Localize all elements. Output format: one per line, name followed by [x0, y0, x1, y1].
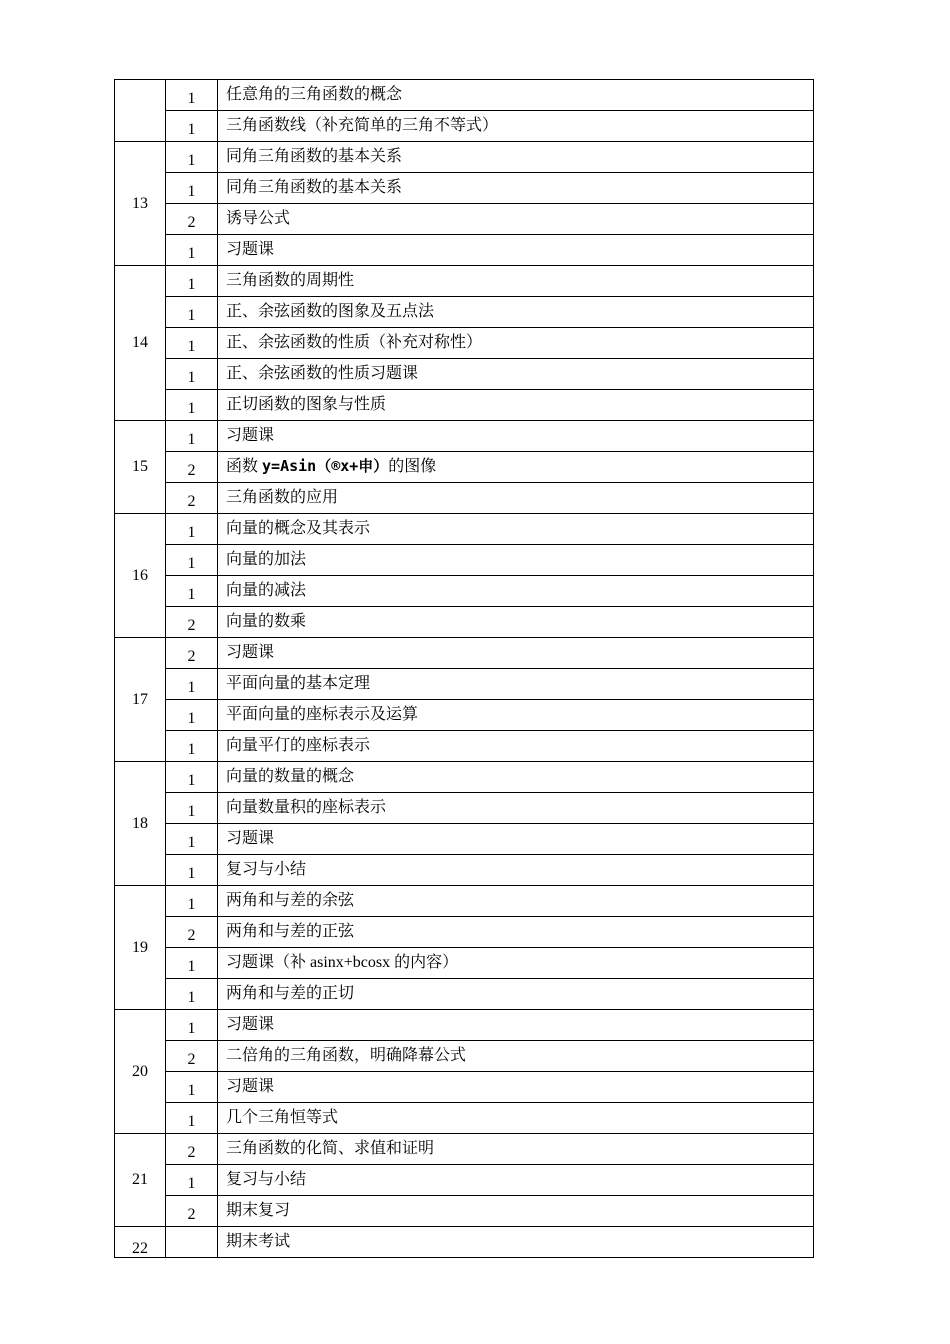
table-row [115, 669, 814, 700]
week-number-cell: 17 [115, 638, 166, 762]
topic-cell: 三角函数的周期性 [218, 266, 814, 297]
table-row [115, 979, 814, 1010]
hours-cell: 1 [166, 297, 218, 328]
week-number-cell: 20 [115, 1010, 166, 1134]
table-row [115, 762, 814, 793]
table-row [115, 173, 814, 204]
topic-cell: 向量的加法 [218, 545, 814, 576]
hours-cell: 1 [166, 886, 218, 917]
table-row [115, 452, 814, 483]
topic-cell: 习题课 [218, 235, 814, 266]
table-row [115, 111, 814, 142]
topic-cell: 习题课 [218, 824, 814, 855]
hours-cell: 1 [166, 359, 218, 390]
hours-cell: 1 [166, 173, 218, 204]
hours-cell: 2 [166, 1041, 218, 1072]
week-number-cell [115, 80, 166, 142]
hours-cell: 1 [166, 545, 218, 576]
table-row [115, 266, 814, 297]
table-row [115, 421, 814, 452]
table-row [115, 1227, 814, 1258]
topic-cell: 向量的减法 [218, 576, 814, 607]
table-row [115, 700, 814, 731]
topic-cell: 期末复习 [218, 1196, 814, 1227]
hours-cell: 1 [166, 576, 218, 607]
topic-cell: 同角三角函数的基本关系 [218, 142, 814, 173]
table-row [115, 824, 814, 855]
topic-cell: 几个三角恒等式 [218, 1103, 814, 1134]
topic-cell: 两角和与差的正切 [218, 979, 814, 1010]
hours-cell: 1 [166, 80, 218, 111]
hours-cell: 1 [166, 514, 218, 545]
schedule-table-body [115, 80, 814, 1258]
table-row [115, 793, 814, 824]
topic-cell: 向量数量积的座标表示 [218, 793, 814, 824]
topic-cell: 同角三角函数的基本关系 [218, 173, 814, 204]
topic-cell: 期末考试 [218, 1227, 814, 1258]
hours-cell: 2 [166, 452, 218, 483]
hours-cell: 1 [166, 855, 218, 886]
table-row [115, 545, 814, 576]
hours-cell: 1 [166, 1165, 218, 1196]
hours-cell: 2 [166, 607, 218, 638]
topic-cell: 三角函数的化简、求值和证明 [218, 1134, 814, 1165]
topic-cell: 向量平仃的座标表示 [218, 731, 814, 762]
hours-cell: 1 [166, 824, 218, 855]
hours-cell: 1 [166, 979, 218, 1010]
hours-cell: 2 [166, 638, 218, 669]
week-number-cell: 21 [115, 1134, 166, 1227]
topic-cell: 习题课 [218, 638, 814, 669]
table-row [115, 855, 814, 886]
topic-cell: 任意角的三角函数的概念 [218, 80, 814, 111]
topic-cell: 二倍角的三角函数，明确降幕公式 [218, 1041, 814, 1072]
topic-cell: 诱导公式 [218, 204, 814, 235]
table-row [115, 1165, 814, 1196]
table-row [115, 359, 814, 390]
table-row [115, 917, 814, 948]
topic-cell: 两角和与差的正弦 [218, 917, 814, 948]
topic-cell: 向量的数量的概念 [218, 762, 814, 793]
topic-cell: 复习与小结 [218, 1165, 814, 1196]
table-row [115, 1134, 814, 1165]
hours-cell: 2 [166, 917, 218, 948]
topic-cell: 平面向量的基本定理 [218, 669, 814, 700]
hours-cell: 1 [166, 235, 218, 266]
week-number-cell: 15 [115, 421, 166, 514]
table-row [115, 483, 814, 514]
hours-cell: 1 [166, 948, 218, 979]
table-row [115, 1041, 814, 1072]
table-row [115, 1010, 814, 1041]
topic-cell: 正切函数的图象与性质 [218, 390, 814, 421]
hours-cell: 1 [166, 1010, 218, 1041]
week-number-cell: 14 [115, 266, 166, 421]
table-row [115, 297, 814, 328]
table-row [115, 328, 814, 359]
hours-cell: 1 [166, 731, 218, 762]
topic-formula: y=Asin（®x+申） [262, 457, 389, 475]
topic-cell: 正、余弦函数的图象及五点法 [218, 297, 814, 328]
hours-cell: 1 [166, 700, 218, 731]
table-row [115, 948, 814, 979]
topic-cell: 正、余弦函数的性质习题课 [218, 359, 814, 390]
week-number-cell: 22 [115, 1227, 166, 1258]
hours-cell: 2 [166, 1134, 218, 1165]
table-row [115, 1196, 814, 1227]
table-row [115, 1103, 814, 1134]
table-row [115, 235, 814, 266]
topic-cell: 习题课 [218, 1072, 814, 1103]
topic-cell [218, 452, 814, 483]
table-row [115, 80, 814, 111]
table-row [115, 886, 814, 917]
table-row [115, 607, 814, 638]
topic-cell: 两角和与差的余弦 [218, 886, 814, 917]
topic-cell: 复习与小结 [218, 855, 814, 886]
schedule-table [114, 79, 814, 1258]
hours-cell: 1 [166, 793, 218, 824]
topic-cell: 三角函数的应用 [218, 483, 814, 514]
topic-cell: 习题课 [218, 1010, 814, 1041]
table-row [115, 142, 814, 173]
topic-cell: 向量的数乘 [218, 607, 814, 638]
topic-cell: 习题课（补 asinx+bcosx 的内容） [218, 948, 814, 979]
topic-cell: 正、余弦函数的性质（补充对称性） [218, 328, 814, 359]
table-row [115, 731, 814, 762]
hours-cell: 1 [166, 390, 218, 421]
hours-cell: 2 [166, 204, 218, 235]
hours-cell: 1 [166, 762, 218, 793]
week-number-cell: 19 [115, 886, 166, 1010]
week-number-cell: 16 [115, 514, 166, 638]
hours-cell [166, 1227, 218, 1258]
hours-cell: 1 [166, 1072, 218, 1103]
hours-cell: 1 [166, 669, 218, 700]
table-row [115, 390, 814, 421]
hours-cell: 1 [166, 328, 218, 359]
week-number-cell: 18 [115, 762, 166, 886]
table-row [115, 576, 814, 607]
table-row [115, 638, 814, 669]
table-row [115, 204, 814, 235]
hours-cell: 2 [166, 483, 218, 514]
table-row [115, 514, 814, 545]
hours-cell: 1 [166, 111, 218, 142]
topic-cell: 向量的概念及其表示 [218, 514, 814, 545]
topic-text: 的图像 [388, 458, 437, 475]
hours-cell: 1 [166, 142, 218, 173]
hours-cell: 2 [166, 1196, 218, 1227]
table-row [115, 1072, 814, 1103]
hours-cell: 1 [166, 421, 218, 452]
topic-cell: 三角函数线（补充简单的三角不等式） [218, 111, 814, 142]
week-number-cell: 13 [115, 142, 166, 266]
topic-cell: 平面向量的座标表示及运算 [218, 700, 814, 731]
hours-cell: 1 [166, 1103, 218, 1134]
topic-cell: 习题课 [218, 421, 814, 452]
topic-text: 函数 [226, 458, 263, 475]
hours-cell: 1 [166, 266, 218, 297]
